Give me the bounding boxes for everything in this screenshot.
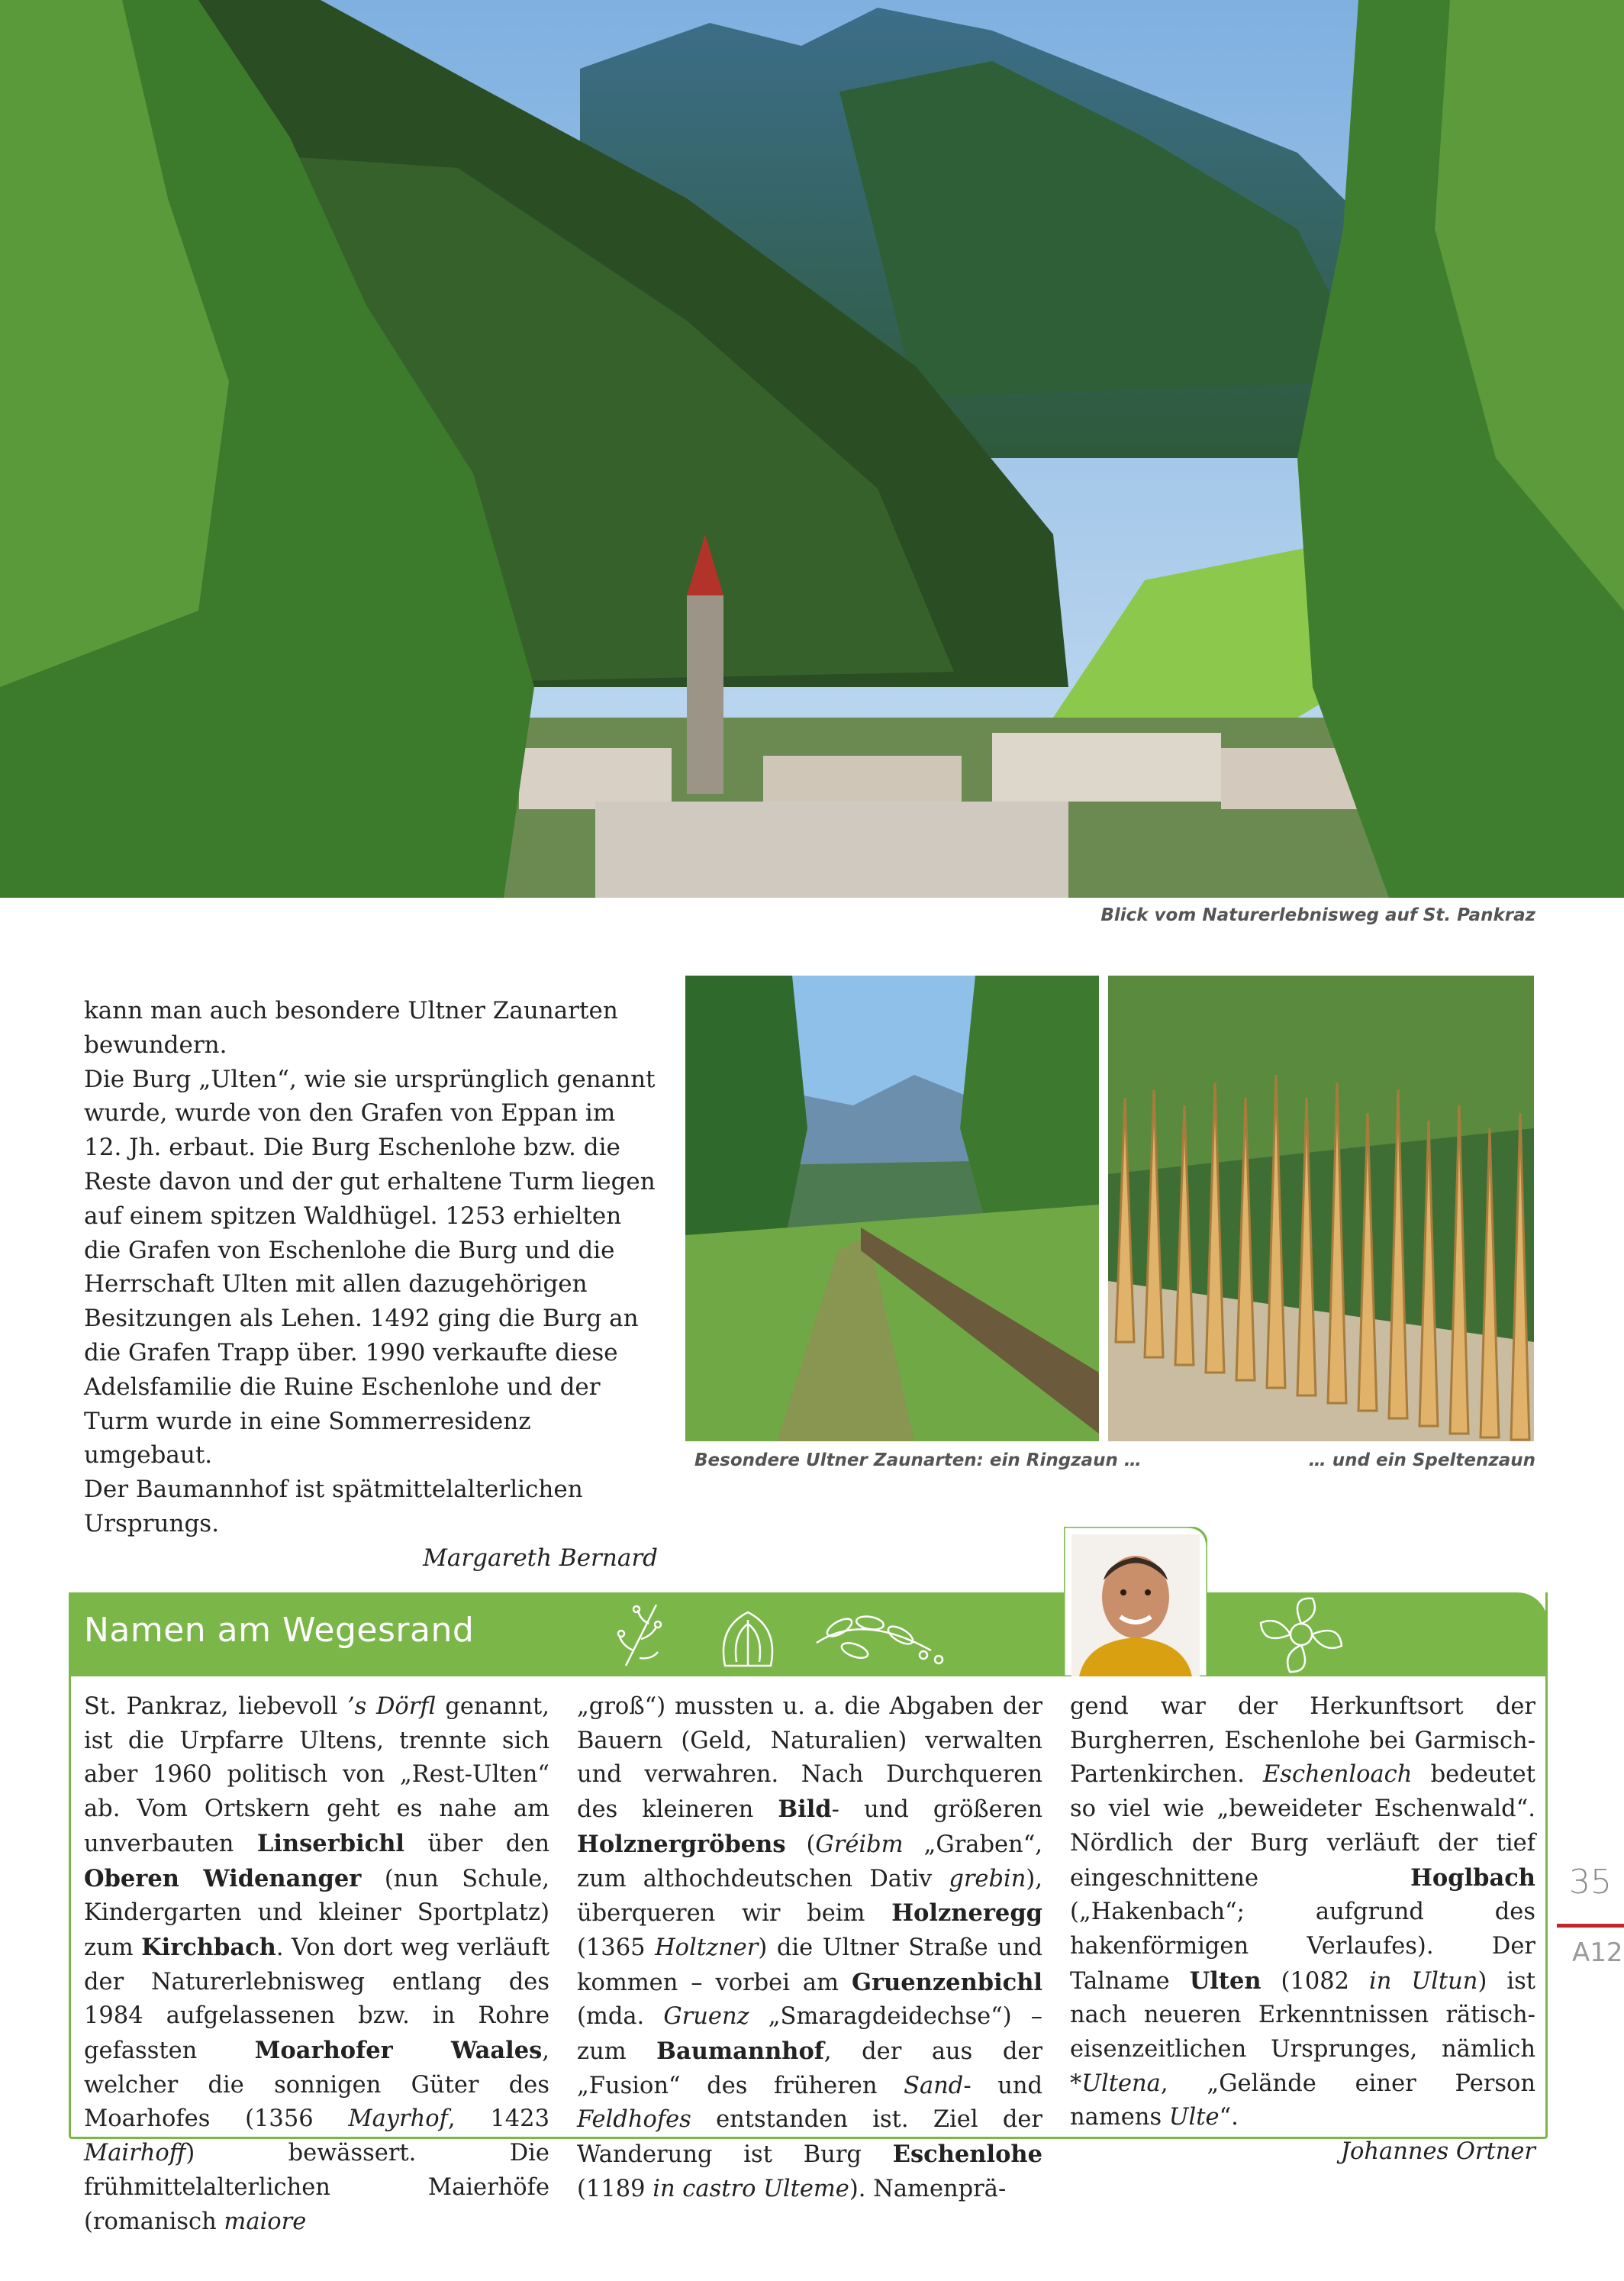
hero-photo-st-pankraz	[0, 0, 1624, 898]
names-column-3	[1070, 1690, 1535, 2170]
ringzaun-caption: Besondere Ultner Zaunarten: ein Ringzaun …	[694, 1450, 1142, 1470]
upper-paragraph: Der Baumannhof ist spätmittelalterlichen Ursprungs.	[84, 1476, 583, 1537]
names-paragraph-3: gend war der Herkunftsort der Burgherren, Eschenlohe bei Garmisch-Partenkirchen. Eschenloach bedeutet so viel wie „beweideter Eschenwald“. Nördlich der Burg verläuft der tief eingeschnittene Hoglbach („Hakenbach“; aufgrund des hakenförmigen Verlaufes). Der Talname Ulten (1082 in Ultun) ist nach neueren Erkenntnissen rätisch-eisenzeitlichen Ursprunges, nämlich *Ultena, „Gelände einer Person namens Ulte“.	[1070, 1693, 1535, 2131]
hero-caption: Blick vom Naturerlebnisweg auf St. Pankraz	[1100, 905, 1535, 925]
upper-text-column	[84, 994, 658, 1576]
names-box-title: Namen am Wegesrand	[84, 1611, 475, 1650]
names-paragraph-1: St. Pankraz, liebevoll ’s Dörfl genannt, ist die Urpfarre Ultens, trennte sich aber 1960 politisch von „Rest-Ulten“ ab. Vom Ortskern geht es nahe am unverbauten Linserbichl über den Oberen Widenanger (nun Schule, Kindergarten und kleiner Sportplatz) zum Kirchbach. Von dort weg verläuft der Naturerlebnisweg entlang des 1984 aufgelassenen bzw. in Rohre gefassten Moarhofer Waales, welcher die sonnigen Güter des Moarhofes (1356 Mayrhof, 1423 Mairhoff) bewässert. Die frühmittelalterlichen Maierhöfe (romanisch maiore	[84, 1693, 550, 2235]
page-code: A12	[1572, 1937, 1623, 1968]
names-paragraph-2: „groß“) mussten u. a. die Abgaben der Bauern (Geld, Naturalien) verwalten und verwahren. Nach Durchqueren des kleineren Bild- und größeren Holznergröbens (Gréibm „Graben“, zum althochdeutschen Dativ grebin), überqueren wir beim Holzneregg (1365 Holtzner) die Ultner Straße und kommen – vorbei am Gruenzenbichl (mda. Gruenz „Smaragdeidechse“) – zum Baumannhof, der aus der „Fusion“ des früheren Sand- und Feldhofes entstanden ist. Ziel der Wanderung ist Burg Eschenlohe (1189 in castro Ulteme). Namenprä-	[577, 1693, 1043, 2202]
speltenzaun-photo	[1108, 976, 1534, 1441]
page-number: 35	[1569, 1863, 1612, 1902]
flower-ornament	[1244, 1592, 1358, 1676]
names-author: Johannes Ortner	[1340, 2138, 1535, 2166]
botanical-ornament	[611, 1597, 1038, 1673]
upper-author: Margareth Bernard	[423, 1544, 658, 1572]
names-column-1	[84, 1690, 549, 2239]
names-column-2	[577, 1690, 1042, 2207]
upper-paragraph: kann man auch besondere Ultner Zaunarten bewundern.	[84, 997, 618, 1059]
page-number-divider	[1557, 1924, 1624, 1928]
author-portrait	[1064, 1527, 1207, 1676]
speltenzaun-caption: … und ein Speltenzaun	[1308, 1450, 1535, 1470]
ringzaun-photo	[685, 976, 1099, 1441]
upper-paragraph: Die Burg „Ulten“, wie sie ursprünglich genannt wurde, wurde von den Grafen von Eppan im 12. Jh. erbaut. Die Burg Eschenlohe bzw. die Reste davon und der gut erhaltene Turm liegen auf einem spitzen Waldhügel. 1253 erhielten die Grafen von Eschenlohe die Burg und die Herrschaft Ulten mit allen dazugehörigen Besitzungen als Lehen. 1492 ging die Burg an die Grafen Trapp über. 1990 verkaufte diese Adelsfamilie die Ruine Eschenlohe und der Turm wurde in eine Sommerresidenz umgebaut.	[84, 1065, 656, 1470]
